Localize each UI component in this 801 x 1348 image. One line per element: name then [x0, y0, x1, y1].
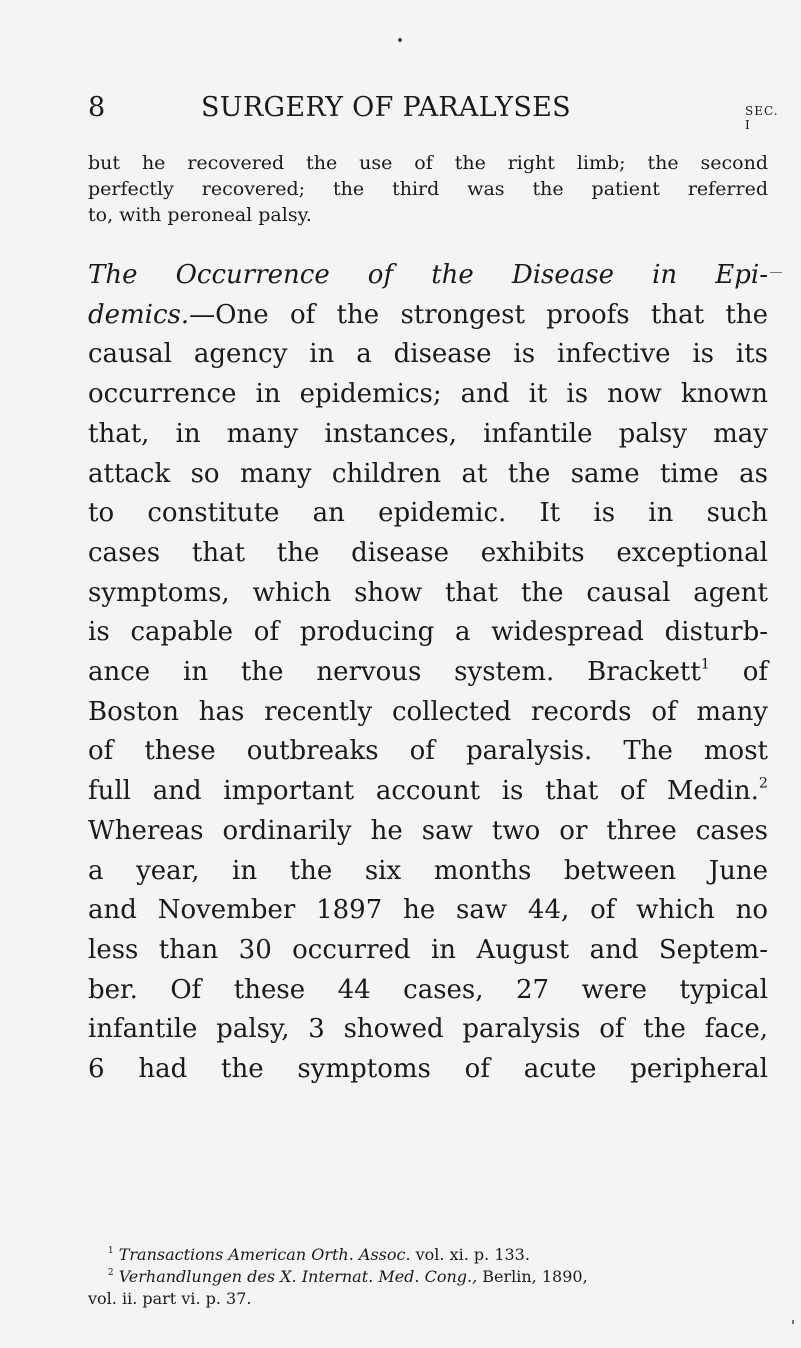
running-title: SURGERY OF PARALYSES: [201, 92, 571, 123]
body-line: occurrence in epidemics; and it is now known: [88, 379, 768, 410]
corner-mark: [792, 1320, 794, 1324]
continuation-paragraph: [88, 150, 768, 228]
body-line: Whereas ordinarily he saw two or three cases: [88, 815, 768, 846]
body-line: of these outbreaks of paralysis. The most: [88, 736, 768, 767]
body-line: 6 had the symptoms of acute peripheral: [88, 1054, 768, 1085]
body-line: and November 1897 he saw 44, of which no: [88, 895, 768, 926]
continuation-line: but he recovered the use of the right limb; the second: [88, 152, 768, 174]
body-text-run: —One of the strongest proofs that the: [189, 299, 768, 330]
body-line: is capable of producing a widespread disturb-: [88, 617, 768, 648]
margin-mark: [770, 272, 782, 273]
footnote-ref-1: 1: [700, 656, 710, 673]
footnote-2: $^2$ Verhandlungen des X. Internat. Med. Cong., Berlin, 1890,: [108, 1267, 588, 1286]
body-line: causal agency in a disease is infective is its: [88, 339, 768, 370]
body-line: attack so many children at the same time as: [88, 458, 768, 489]
footnotes: [88, 1244, 768, 1310]
footnote-2-continued: vol. ii. part vi. p. 37.: [88, 1289, 252, 1308]
footnote-ref-2: 2: [758, 775, 768, 792]
body-line: ber. Of these 44 cases, 27 were typical: [88, 974, 768, 1005]
section-heading-end: demics.: [88, 299, 190, 330]
body-line: symptoms, which show that the causal agent: [88, 577, 768, 608]
continuation-line: to, with peroneal palsy.: [88, 204, 312, 226]
body-line: to constitute an epidemic. It is in such: [88, 498, 768, 529]
running-header: [88, 92, 779, 132]
body-line: ance in the nervous system. Brackett$^1$ of: [88, 656, 768, 688]
section-heading-line: [88, 256, 768, 296]
body-line: [88, 296, 768, 336]
continuation-line: perfectly recovered; the third was the patient referred: [88, 178, 768, 200]
section-label: SEC. I: [745, 104, 779, 132]
body-line: a year, in the six months between June: [88, 855, 768, 886]
body-line: cases that the disease exhibits exceptional: [88, 537, 768, 568]
section-heading: The Occurrence of the Disease in Epi-: [88, 260, 768, 290]
body-line: that, in many instances, infantile palsy may: [88, 418, 768, 449]
body-line: Boston has recently collected records of many: [88, 696, 768, 727]
page-number: 8: [88, 92, 106, 123]
body-line: full and important account is that of Medin.$^2$: [88, 775, 768, 807]
print-speck: [398, 38, 402, 42]
body-line: infantile palsy, 3 showed paralysis of the face,: [88, 1014, 768, 1045]
footnote-1: $^1$ Transactions American Orth. Assoc. vol. xi. p. 133.: [108, 1245, 530, 1264]
body-line: less than 30 occurred in August and Septem-: [88, 934, 768, 965]
main-paragraph: [88, 256, 768, 1090]
